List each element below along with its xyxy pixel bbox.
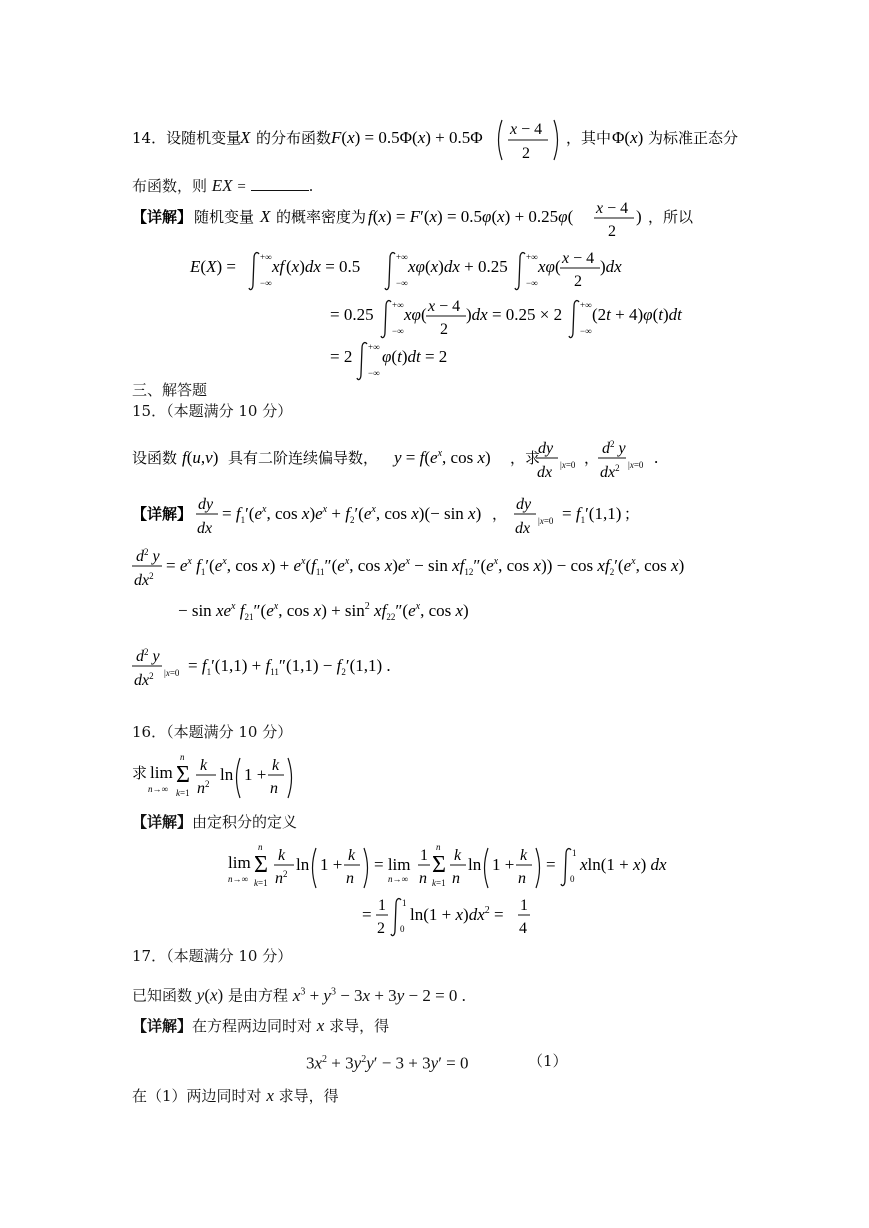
svg-text:k: k [278,847,286,864]
q16-header: 16．（本题满分 10 分） [132,723,293,741]
q14-solution-line1-render [132,196,712,244]
svg-text:=: = [362,905,372,924]
svg-text:|x=0: |x=0 [164,668,180,678]
svg-text:−∞: −∞ [526,278,538,288]
svg-text:n: n [180,752,185,762]
svg-text:n: n [419,870,427,887]
svg-text:，: ， [584,449,600,467]
svg-text:f(x) = F′(x) = 0.5φ(x) + 0.25φ: f(x) = F′(x) = 0.5φ(x) + 0.25φ( [368,207,574,226]
svg-text:14．设随机变量: 14．设随机变量 [132,129,242,147]
svg-text:0: 0 [570,874,575,884]
svg-text:−∞: −∞ [260,278,272,288]
svg-text:【详解】: 【详解】 [132,208,193,226]
q16-solution-intro-text: 由定积分的定义 [192,813,298,831]
q15-solution-line2-render [132,542,712,594]
answer-blank[interactable] [251,176,309,191]
svg-text:n2: $n^2$ [275,869,288,887]
svg-text:dy: dy [538,440,554,457]
svg-text:+∞: +∞ [392,300,404,310]
q15-header: 15．（本题满分 10 分） [132,402,293,420]
svg-text:−∞: −∞ [580,326,592,336]
svg-text:= f1′(1,1) + f11″(1,1) − f2′(1: = $f_1'(1,1) + f_{11}''(1,1) - f_2'(1,1)$ . [188,656,391,677]
svg-text:1: 1 [402,898,407,908]
svg-text:)dx: )dx [600,257,622,276]
svg-text:，其中: ，其中 [566,129,612,147]
svg-text:d2 y: $d^2$ y [602,439,626,457]
q17-solution-intro: 【详解】在方程两边同时对 x 求导，得 [132,1016,390,1035]
q16-stem-render [132,748,312,804]
svg-text:2: 2 [574,273,582,290]
svg-text:dy: dy [198,496,214,513]
svg-text:2: 2 [608,223,616,240]
svg-text:n: n [452,870,460,887]
svg-text:k: k [348,847,356,864]
svg-text:xφ(: xφ( [538,257,561,276]
q17-equation-1-tag: （1） [528,1052,568,1070]
svg-text:dx2: $dx^2$ [134,571,154,589]
svg-text:|x=0: |x=0 [560,460,576,470]
q17-header: 17．（本题满分 10 分） [132,947,293,965]
svg-text:|x=0: |x=0 [628,460,644,470]
svg-text:，求: ，求 [510,449,541,467]
svg-text:Σ: Σ [176,762,190,788]
svg-text:设函数: 设函数 [132,449,178,467]
svg-text:E(X) =: E(X) = [190,257,236,276]
svg-text:k: k [200,757,208,774]
svg-text:，: ， [492,505,508,523]
svg-text:= f1′(1,1): = $f_1'(1,1)$ [562,504,622,525]
svg-text:ln(1 + x)dx2 =: $\ln(1 + x)dx^2$ = [410,905,504,924]
svg-text:的分布函数: 的分布函数 [256,129,332,147]
q14-stem-line1-render [132,112,752,168]
q15-solution-line3-render [178,594,498,630]
svg-text:+∞: +∞ [368,342,380,352]
svg-text:dx: dx [197,520,213,537]
svg-text:): ) [636,207,642,226]
svg-text:1 +: 1 + [492,855,515,874]
q17-solution-after: 在（1）两边同时对 x 求导，得 [132,1086,339,1105]
q15-solution-line4-render [132,642,432,694]
svg-text:−∞: −∞ [396,278,408,288]
section-title: 三、解答题 [132,381,208,399]
svg-text:(x)dx = 0.5: (x)dx = 0.5 [286,257,361,276]
svg-text:，所以: ，所以 [648,208,694,226]
q14-stem-line1-svg [132,112,752,168]
svg-text:(2t + 4)φ(t)dt: (2t + 4)φ(t)dt [592,305,682,324]
svg-text:1 +: 1 + [244,765,267,784]
svg-text:X: X [240,128,251,147]
svg-text:ln: ln [468,855,482,874]
svg-text:x − 4: x − 4 [596,200,629,217]
svg-text:|x=0: |x=0 [538,516,554,526]
svg-text:为标准正态分: 为标准正态分 [648,129,739,147]
svg-text:x − 4: x − 4 [562,250,595,267]
svg-text:k=1: k=1 [432,878,446,888]
svg-text:1: 1 [520,897,528,914]
svg-text:n: n [436,842,441,852]
svg-text:= ex f1′(ex, cos x) + ex(f11″(: = $e^x$ $f_1'(e^x$, $\cos x) + e^x(f_{11}''(e^x$, $\cos x)e^x - \sin xf_{12}''(e^x$, $\cos x)) - \cos xf_2'(e^x$, cos x) [166,556,685,577]
svg-text:xφ(: xφ( [404,305,427,324]
q16-solution-line1-render [228,838,667,894]
q14-solution-line4-render [330,336,490,378]
svg-text:n→∞: n→∞ [228,874,248,884]
svg-text:+∞: +∞ [526,252,538,262]
q14-stem-line2-render: 布函数，则 EX = . [132,176,314,195]
svg-text:x − 4: x − 4 [428,298,461,315]
svg-text:Σ: Σ [432,852,446,878]
svg-text:dx: dx [537,464,553,481]
svg-text:− sin xex f21″(ex, cos x) + si: − $\sin xe^x$ $f_{21}''(e^x$, $\cos x) + \sin^2 xf_{22}''(e^x$, cos x) [178,601,469,622]
svg-text:f(u,v): f(u,v) [182,448,219,467]
svg-text:Σ: Σ [254,852,268,878]
svg-text:求: 求 [132,764,148,782]
svg-text:+∞: +∞ [260,252,272,262]
svg-text:F(x) = 0.5Φ(x) + 0.5Φ: F(x) = 0.5Φ(x) + 0.5Φ [331,128,483,147]
svg-text:1 +: 1 + [320,855,343,874]
svg-text:k=1: k=1 [254,878,268,888]
svg-text:k=1: k=1 [176,788,190,798]
q17-equation-1-render: $3x^2 + 3y^2y' - 3 + 3y' = 0$ [306,1053,469,1073]
svg-text:−∞: −∞ [392,326,404,336]
svg-text:【详解】: 【详解】 [132,505,193,523]
svg-text:n→∞: n→∞ [388,874,408,884]
q17-solution-after-data [0,0,1,1]
q14-solution-line3-render [330,294,690,342]
svg-text:2: 2 [440,321,448,338]
svg-text:1: 1 [378,897,386,914]
svg-text:=: = [546,855,556,874]
svg-text:= f1′(ex, cos x)ex + f2′(ex, c: = $f_1'(e^x$, $\cos x)e^x + f_2'(e^x$, cos x)(− sin x) [222,504,482,525]
svg-text:具有二阶连续偏导数，: 具有二阶连续偏导数， [228,449,379,467]
svg-text:.: . [654,448,659,467]
svg-text:；: ； [624,505,640,523]
svg-text:−∞: −∞ [368,368,380,378]
svg-text:d2 y: $d^2$ y [136,547,160,565]
svg-text:ln: ln [296,855,310,874]
svg-text:d2 y: $d^2$ y [136,647,160,665]
svg-text:n: n [346,870,354,887]
svg-text:n→∞: n→∞ [148,784,168,794]
svg-text:k: k [454,847,462,864]
svg-text:n2: $n^2$ [197,779,210,797]
svg-text:= lim: = lim [374,855,411,874]
svg-text:dx2: $dx^2$ [134,671,154,689]
svg-text:2: 2 [522,145,530,162]
q14-solution-line2-render [190,246,650,294]
svg-text:n: n [270,780,278,797]
svg-text:2: 2 [377,920,385,937]
svg-text:φ(t)dt = 2: φ(t)dt = 2 [382,347,448,366]
svg-text:的概率密度为: 的概率密度为 [276,208,367,226]
svg-text:xφ(x)dx + 0.25: xφ(x)dx + 0.25 [408,257,508,276]
svg-text:随机变量: 随机变量 [194,208,255,226]
svg-text:+∞: +∞ [396,252,408,262]
svg-text:4: 4 [519,920,527,937]
svg-text:lim: lim [228,853,251,872]
svg-text:0: 0 [400,924,405,934]
q16-solution-intro: 【详解】由定积分的定义 [132,813,298,831]
svg-text:xf: xf [272,257,285,276]
q15-stem-render [132,434,692,484]
q17-stem-render: 已知函数 y(x) 是由方程 $x^3 + y^3 - 3x + 3y - 2 = 0$ . [132,985,466,1005]
svg-text:xln(1 + x) dx: xln(1 + x) dx [580,855,667,874]
svg-text:dx2: $dx^2$ [600,463,620,481]
svg-text:+∞: +∞ [580,300,592,310]
svg-text:k: k [272,757,280,774]
svg-text:n: n [258,842,263,852]
svg-text:= 0.25: = 0.25 [330,305,374,324]
svg-text:ln: ln [220,765,234,784]
svg-text:dy: dy [516,496,532,513]
svg-text:= 2: = 2 [330,347,353,366]
svg-text:y = f(ex, cos x): $y = f(e^x$, cos x) [394,448,491,467]
svg-text:1: 1 [420,847,428,864]
svg-text:n: n [518,870,526,887]
svg-text:dx: dx [515,520,531,537]
svg-text:Φ(x): Φ(x) [612,128,644,147]
svg-text:lim: lim [150,763,173,782]
q15-solution-line1-render [132,490,652,540]
q16-solution-line2-render [362,892,542,940]
svg-text:k: k [520,847,528,864]
svg-text:)dx = 0.25 × 2: )dx = 0.25 × 2 [466,305,563,324]
svg-text:x − 4: x − 4 [510,121,543,138]
svg-text:X: X [260,207,271,226]
svg-text:1: 1 [572,848,577,858]
